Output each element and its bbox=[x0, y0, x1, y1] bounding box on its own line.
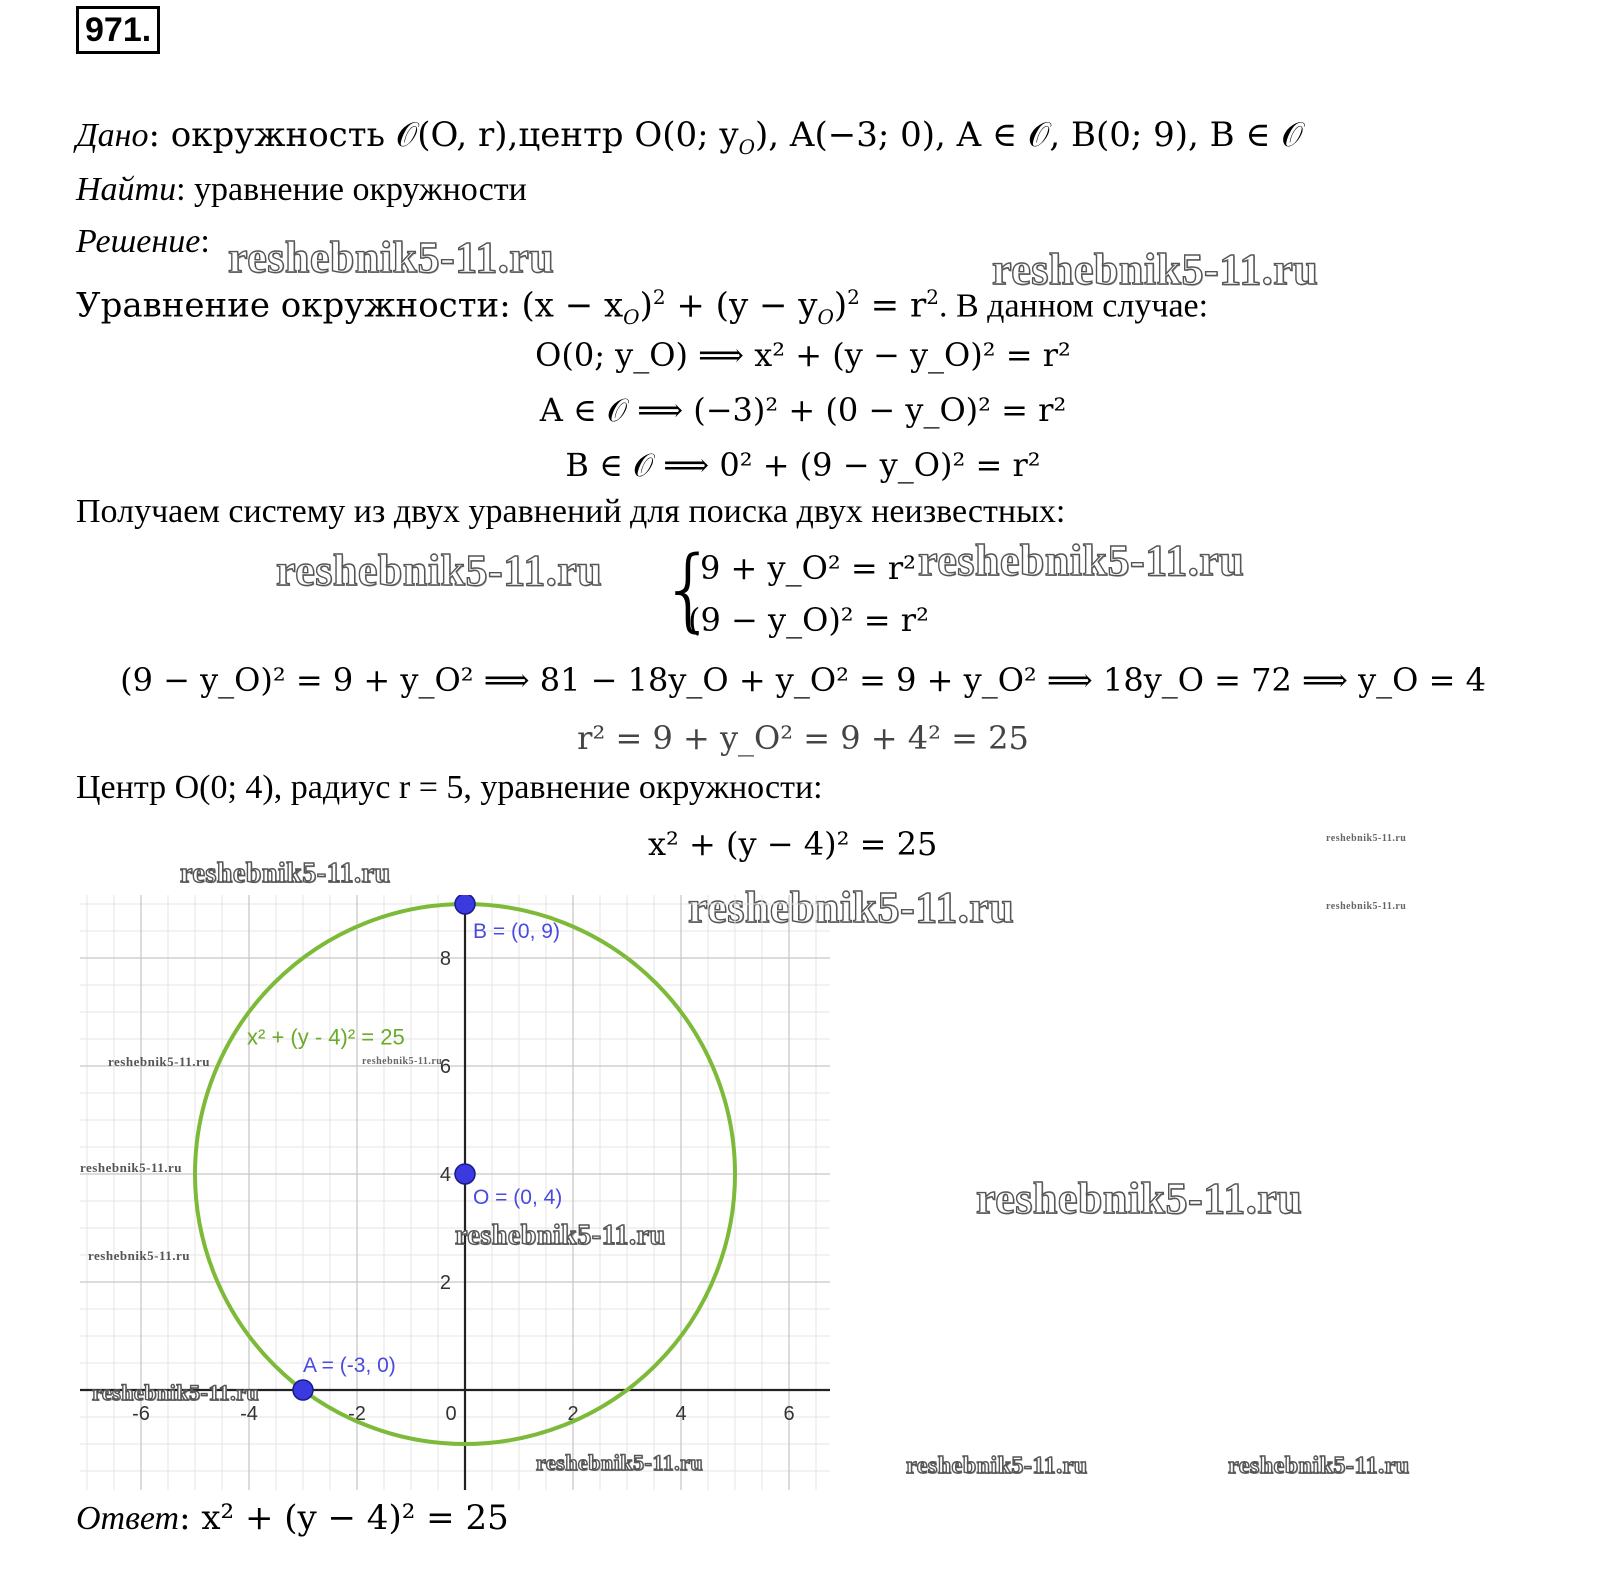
given-line bbox=[76, 115, 1303, 167]
calc-line-1: (9 − y_O)² = 9 + y_O² ⟹ 81 − 18y_O + y_O² = 9 + y_O² ⟹ 18y_O = 72 ⟹ y_O = 4 bbox=[120, 661, 1486, 699]
point-label-B: B = (0, 9) bbox=[473, 920, 560, 943]
eq-intro-mid3: ) bbox=[833, 285, 848, 326]
point-B bbox=[455, 895, 475, 914]
center-line: Центр O(0; 4), радиус r = 5, уравнение окружности: bbox=[76, 769, 823, 806]
solution-line bbox=[76, 222, 210, 262]
watermark: reshebnik5-11.ru bbox=[918, 536, 1245, 585]
watermark: reshebnik5-11.ru bbox=[80, 1160, 183, 1175]
watermark: reshebnik5-11.ru bbox=[1326, 901, 1407, 912]
y-tick-label: 8 bbox=[439, 948, 451, 970]
watermark: reshebnik5-11.ru bbox=[108, 1054, 211, 1069]
watermark: reshebnik5-11.ru bbox=[1228, 1453, 1410, 1479]
eq-intro-sup2: 2 bbox=[847, 285, 860, 309]
answer-text: : x² + (y − 4)² = 25 bbox=[179, 1498, 509, 1538]
eq-intro-mid2: + (y − y bbox=[665, 285, 818, 326]
watermark: reshebnik5-11.ru bbox=[992, 245, 1319, 294]
x-tick-label: -4 bbox=[240, 1403, 258, 1425]
given-text: : окружность 𝒪(O, r),центр O(0; y bbox=[148, 115, 739, 155]
answer-line bbox=[76, 1498, 509, 1539]
watermark: reshebnik5-11.ru bbox=[536, 1450, 704, 1475]
derivation-2: A ∈ 𝒪 ⟹ (−3)² + (0 − y_O)² = r² bbox=[539, 391, 1067, 429]
watermark: reshebnik5-11.ru bbox=[455, 1220, 666, 1251]
derivation-1: O(0; y_O) ⟹ x² + (y − y_O)² = r² bbox=[535, 336, 1071, 374]
given-sub: O bbox=[738, 134, 756, 159]
watermark: reshebnik5-11.ru bbox=[362, 1056, 443, 1067]
problem-number: 971. bbox=[76, 6, 160, 54]
x-tick-label: -2 bbox=[348, 1403, 366, 1425]
system-brace: { bbox=[660, 537, 718, 642]
point-label-A: A = (-3, 0) bbox=[303, 1354, 396, 1377]
watermark: reshebnik5-11.ru bbox=[88, 1248, 191, 1263]
circle-equation-label: x² + (y - 4)² = 25 bbox=[247, 1024, 405, 1050]
watermark: reshebnik5-11.ru bbox=[228, 233, 555, 282]
watermark: reshebnik5-11.ru bbox=[92, 1380, 260, 1405]
find-label: Найти bbox=[76, 171, 177, 208]
calc-line-2: r² = 9 + y_O² = 9 + 4² = 25 bbox=[577, 719, 1029, 757]
answer-label: Ответ bbox=[76, 1500, 180, 1537]
eq-intro-sub2: O bbox=[817, 305, 834, 330]
x-tick-label: 0 bbox=[445, 1403, 457, 1425]
y-tick-label: 2 bbox=[439, 1272, 451, 1294]
y-tick-label: 6 bbox=[439, 1056, 451, 1078]
given-text2: ), A(−3; 0), A ∈ 𝒪, B(0; 9), B ∈ 𝒪 bbox=[755, 115, 1303, 155]
eq-intro-sup3: 2 bbox=[926, 285, 939, 309]
solution-label: Решение bbox=[76, 223, 201, 260]
watermark: reshebnik5-11.ru bbox=[276, 546, 603, 595]
watermark: reshebnik5-11.ru bbox=[1326, 833, 1407, 844]
tick-labels bbox=[132, 948, 794, 1425]
x-tick-label: -6 bbox=[132, 1403, 150, 1425]
eq-intro-sup1: 2 bbox=[652, 285, 666, 309]
watermark: reshebnik5-11.ru bbox=[976, 1174, 1303, 1223]
watermark: reshebnik5-11.ru bbox=[688, 883, 1015, 932]
x-tick-label: 2 bbox=[567, 1403, 579, 1425]
system-eq-1: 9 + y_O² = r² bbox=[700, 549, 916, 587]
watermark: reshebnik5-11.ru bbox=[906, 1453, 1088, 1479]
point-label-O: O = (0, 4) bbox=[473, 1186, 563, 1209]
given-label: Дано bbox=[76, 117, 149, 154]
solution-colon: : bbox=[200, 223, 210, 260]
watermark: reshebnik5-11.ru bbox=[180, 858, 391, 889]
find-line bbox=[76, 170, 527, 210]
eq-intro-mid: ) bbox=[639, 285, 653, 326]
point-O bbox=[455, 1164, 475, 1184]
point-A bbox=[293, 1380, 313, 1400]
equation-intro bbox=[76, 277, 1208, 337]
system-intro: Получаем систему из двух уравнений для поиска двух неизвестных: bbox=[76, 493, 1066, 530]
system-eq-2: (9 − y_O)² = r² bbox=[688, 601, 929, 639]
x-tick-label: 4 bbox=[675, 1403, 687, 1425]
x-tick-label: 6 bbox=[783, 1403, 795, 1425]
find-text: : уравнение окружности bbox=[176, 171, 527, 208]
eq-intro-sub1: O bbox=[623, 305, 640, 330]
final-equation: x² + (y − 4)² = 25 bbox=[648, 825, 938, 863]
y-tick-label: 4 bbox=[439, 1164, 451, 1186]
eq-intro-text: Уравнение окружности: (x − x bbox=[76, 285, 624, 326]
eq-intro-mid4: = r bbox=[859, 285, 927, 326]
derivation-3: B ∈ 𝒪 ⟹ 0² + (9 − y_O)² = r² bbox=[565, 446, 1041, 484]
eq-intro-tail: . В данном случае: bbox=[938, 287, 1209, 325]
